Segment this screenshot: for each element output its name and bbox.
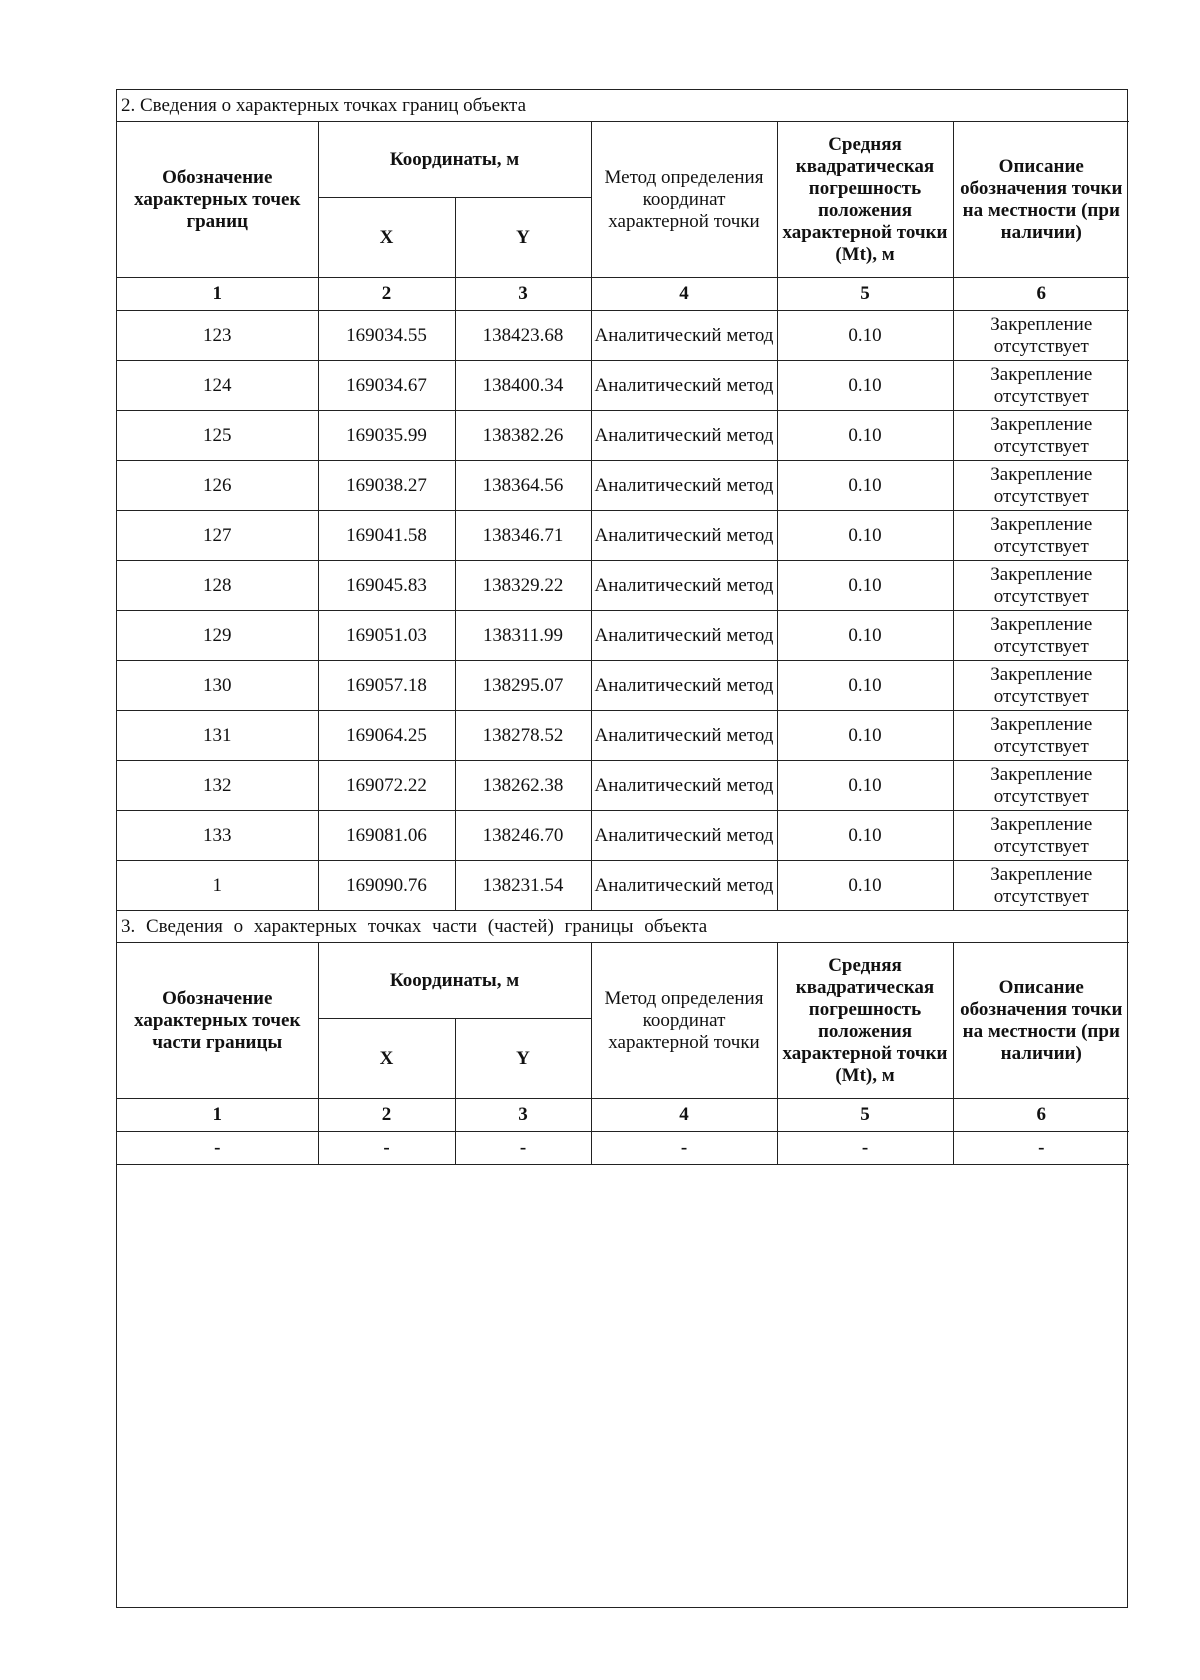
column-number: 6 (953, 278, 1129, 311)
x-coordinate-cell: - (318, 1132, 455, 1165)
header-description: Описание обозначения точки на местности (при наличии) (953, 943, 1129, 1099)
x-coordinate-cell: 169035.99 (318, 411, 455, 461)
method-cell: Аналитический метод (591, 661, 777, 711)
point-cell: 123 (117, 311, 318, 361)
description-cell: - (953, 1132, 1129, 1165)
description-cell: Закрепление отсутствует (953, 561, 1129, 611)
x-coordinate-cell: 169081.06 (318, 811, 455, 861)
mt-cell: 0.10 (777, 861, 953, 911)
mt-cell: 0.10 (777, 461, 953, 511)
header-method: Метод определения координат характерной точки (591, 122, 777, 278)
column-number: 4 (591, 278, 777, 311)
column-number: 3 (455, 1099, 591, 1132)
method-cell: Аналитический метод (591, 411, 777, 461)
point-cell: 127 (117, 511, 318, 561)
table-row (117, 661, 1129, 711)
column-number: 2 (318, 278, 455, 311)
mt-cell: 0.10 (777, 561, 953, 611)
y-coordinate-cell: 138262.38 (455, 761, 591, 811)
point-cell: 129 (117, 611, 318, 661)
y-coordinate-cell: 138231.54 (455, 861, 591, 911)
description-cell: Закрепление отсутствует (953, 761, 1129, 811)
x-coordinate-cell: 169057.18 (318, 661, 455, 711)
method-cell: - (591, 1132, 777, 1165)
header-error: Средняя квадратическая погрешность положения характерной точки (Mt), м (777, 943, 953, 1099)
mt-cell: 0.10 (777, 411, 953, 461)
points-table (117, 90, 1129, 1165)
table-row (117, 761, 1129, 811)
table-row (117, 561, 1129, 611)
column-number: 2 (318, 1099, 455, 1132)
column-number: 3 (455, 278, 591, 311)
y-coordinate-cell: - (455, 1132, 591, 1165)
y-coordinate-cell: 138246.70 (455, 811, 591, 861)
mt-cell: 0.10 (777, 361, 953, 411)
method-cell: Аналитический метод (591, 761, 777, 811)
y-coordinate-cell: 138423.68 (455, 311, 591, 361)
table-row (117, 1132, 1129, 1165)
table-row (117, 461, 1129, 511)
header-designation: Обозначение характерных точек части границы (117, 943, 318, 1099)
mt-cell: 0.10 (777, 811, 953, 861)
method-cell: Аналитический метод (591, 461, 777, 511)
mt-cell: 0.10 (777, 511, 953, 561)
x-coordinate-cell: 169045.83 (318, 561, 455, 611)
y-coordinate-cell: 138311.99 (455, 611, 591, 661)
y-coordinate-cell: 138364.56 (455, 461, 591, 511)
header-designation: Обозначение характерных точек границ (117, 122, 318, 278)
mt-cell: 0.10 (777, 761, 953, 811)
description-cell: Закрепление отсутствует (953, 511, 1129, 561)
header-y: Y (455, 1019, 591, 1099)
header-coordinates: Координаты, м (318, 122, 591, 198)
table-row (117, 361, 1129, 411)
mt-cell: 0.10 (777, 311, 953, 361)
point-cell: 125 (117, 411, 318, 461)
description-cell: Закрепление отсутствует (953, 411, 1129, 461)
y-coordinate-cell: 138400.34 (455, 361, 591, 411)
header-method: Метод определения координат характерной точки (591, 943, 777, 1099)
x-coordinate-cell: 169034.55 (318, 311, 455, 361)
x-coordinate-cell: 169038.27 (318, 461, 455, 511)
table-row (117, 811, 1129, 861)
table-row (117, 411, 1129, 461)
column-number: 1 (117, 1099, 318, 1132)
table-row (117, 511, 1129, 561)
table-row (117, 861, 1129, 911)
y-coordinate-cell: 138278.52 (455, 711, 591, 761)
method-cell: Аналитический метод (591, 861, 777, 911)
y-coordinate-cell: 138346.71 (455, 511, 591, 561)
section-2-title: 2. Сведения о характерных точках границ объекта (117, 90, 1129, 122)
x-coordinate-cell: 169041.58 (318, 511, 455, 561)
description-cell: Закрепление отсутствует (953, 461, 1129, 511)
table-row (117, 311, 1129, 361)
header-x: X (318, 198, 455, 278)
description-cell: Закрепление отсутствует (953, 361, 1129, 411)
description-cell: Закрепление отсутствует (953, 711, 1129, 761)
method-cell: Аналитический метод (591, 711, 777, 761)
description-cell: Закрепление отсутствует (953, 311, 1129, 361)
point-cell: 128 (117, 561, 318, 611)
document-frame (116, 89, 1128, 1608)
x-coordinate-cell: 169051.03 (318, 611, 455, 661)
y-coordinate-cell: 138382.26 (455, 411, 591, 461)
header-coordinates: Координаты, м (318, 943, 591, 1019)
point-cell: 132 (117, 761, 318, 811)
y-coordinate-cell: 138295.07 (455, 661, 591, 711)
header-description: Описание обозначения точки на местности (при наличии) (953, 122, 1129, 278)
point-cell: 133 (117, 811, 318, 861)
description-cell: Закрепление отсутствует (953, 661, 1129, 711)
point-cell: 124 (117, 361, 318, 411)
method-cell: Аналитический метод (591, 361, 777, 411)
point-cell: - (117, 1132, 318, 1165)
table-row (117, 711, 1129, 761)
table-row (117, 611, 1129, 661)
x-coordinate-cell: 169034.67 (318, 361, 455, 411)
column-number: 5 (777, 278, 953, 311)
method-cell: Аналитический метод (591, 611, 777, 661)
method-cell: Аналитический метод (591, 311, 777, 361)
column-number: 6 (953, 1099, 1129, 1132)
header-error: Средняя квадратическая погрешность положения характерной точки (Mt), м (777, 122, 953, 278)
description-cell: Закрепление отсутствует (953, 811, 1129, 861)
mt-cell: 0.10 (777, 611, 953, 661)
mt-cell: 0.10 (777, 711, 953, 761)
header-y: Y (455, 198, 591, 278)
method-cell: Аналитический метод (591, 811, 777, 861)
method-cell: Аналитический метод (591, 511, 777, 561)
x-coordinate-cell: 169072.22 (318, 761, 455, 811)
description-cell: Закрепление отсутствует (953, 611, 1129, 661)
column-number: 5 (777, 1099, 953, 1132)
section-3-title: 3. Сведения о характерных точках части (частей) границы объекта (117, 911, 1129, 943)
column-number: 1 (117, 278, 318, 311)
description-cell: Закрепление отсутствует (953, 861, 1129, 911)
x-coordinate-cell: 169090.76 (318, 861, 455, 911)
x-coordinate-cell: 169064.25 (318, 711, 455, 761)
mt-cell: - (777, 1132, 953, 1165)
point-cell: 126 (117, 461, 318, 511)
y-coordinate-cell: 138329.22 (455, 561, 591, 611)
method-cell: Аналитический метод (591, 561, 777, 611)
mt-cell: 0.10 (777, 661, 953, 711)
column-number: 4 (591, 1099, 777, 1132)
header-x: X (318, 1019, 455, 1099)
point-cell: 130 (117, 661, 318, 711)
point-cell: 131 (117, 711, 318, 761)
point-cell: 1 (117, 861, 318, 911)
